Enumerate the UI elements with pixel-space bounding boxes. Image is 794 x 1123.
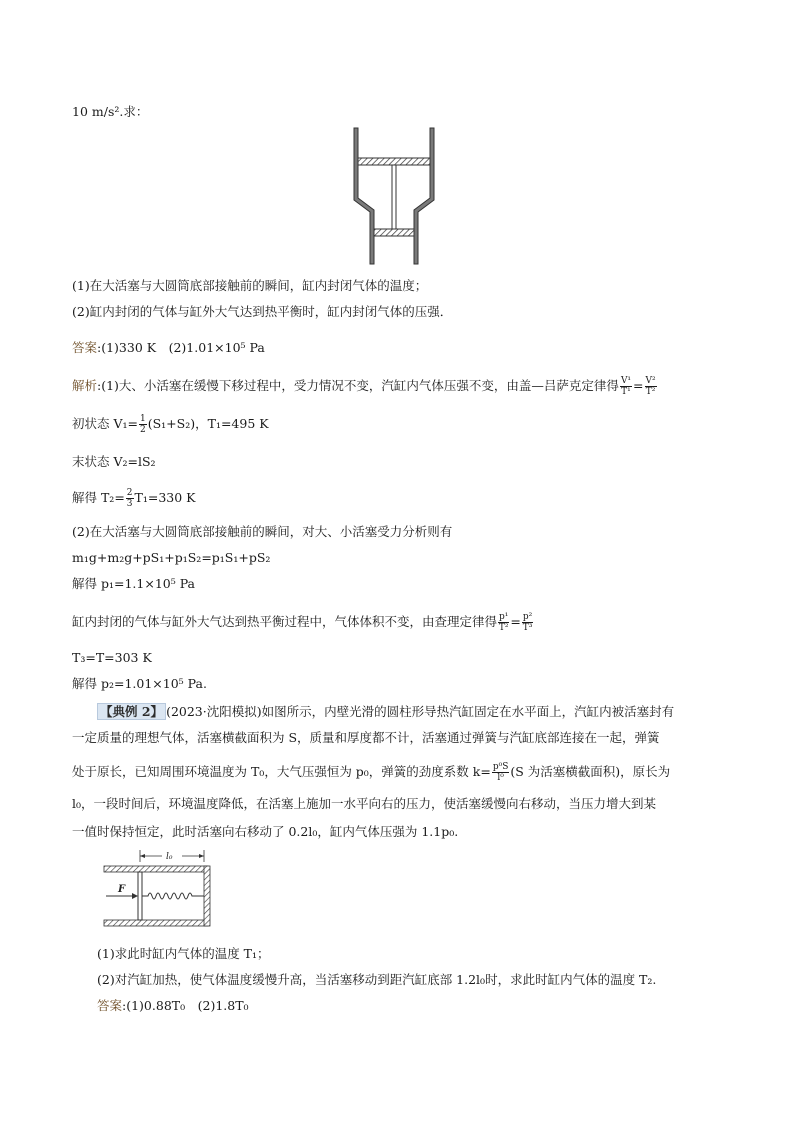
answer-line: 答案:(1)330 K (2)1.01×10⁵ Pa	[72, 340, 265, 355]
fraction: $\frac{2}{3}$	[126, 488, 133, 509]
text-line: 末状态 V₂=lS₂	[72, 454, 156, 469]
text-line: 解得 p₁=1.1×10⁵ Pa	[72, 576, 196, 591]
text-line: 初状态 V₁= $\frac{1}{2}$ (S₁+S₂)，T₁=495 K	[72, 414, 269, 435]
question-2: (2)缸内封闭的气体与缸外大气达到热平衡时，缸内封闭气体的压强．	[72, 304, 453, 319]
answer-label: 答案	[97, 998, 123, 1013]
analysis-line: 解析:(1)大、小活塞在缓慢下移过程中，受力情况不变，汽缸内气体压强不变，由盖—吕萨克定律得 $\frac{\text{V¹}}{\text{T¹}}$ = $\frac{\text{V²}}{\text{T²}}$	[72, 376, 656, 397]
text-line: 解得 T₂= $\frac{2}{3}$ T₁=330 K	[72, 488, 196, 509]
example-tag: 【典例 2】	[97, 703, 166, 720]
answer-line: 答案:(1)0.88T₀ (2)1.8T₀	[97, 998, 249, 1013]
text-line: T₃=T=303 K	[72, 650, 152, 665]
analysis-label: 解析	[72, 378, 98, 393]
fraction: $\frac{\text{p²}}{\text{T³}}$	[522, 612, 533, 633]
text-line: 10 m/s².求：	[72, 104, 149, 119]
text-line: l₀，一段时间后，环境温度降低，在活塞上施加一水平向右的压力，使活塞缓慢向右移动，当压力增大到某	[72, 796, 657, 811]
fraction: $\frac{\text{V²}}{\text{T²}}$	[645, 376, 656, 397]
force-label: F	[118, 884, 126, 895]
fraction: $\frac{1}{2}$	[140, 414, 146, 435]
question-1: (1)求此时缸内气体的温度 T₁；	[97, 946, 270, 961]
fraction: $\frac{\text{p⁰S}}{\text{l⁰}}$	[492, 762, 509, 783]
fraction: $\frac{\text{p¹}}{\text{T²}}$	[498, 612, 509, 633]
text-line: 缸内封闭的气体与缸外大气达到热平衡过程中，气体体积不变，由查理定律得 $\frac{\text{p¹}}{\text{T²}}$ = $\frac{\text{p²}}{\text{T³}}$	[72, 612, 533, 633]
text-line: (2)在大活塞与大圆筒底部接触前的瞬间，对大、小活塞受力分析则有	[72, 524, 453, 539]
l0-label: l₀	[166, 852, 173, 862]
text-line: 一定质量的理想气体，活塞横截面积为 S，质量和厚度都不计，活塞通过弹簧与汽缸底部连接在一起，弹簧	[72, 730, 660, 745]
answer-label: 答案	[72, 340, 98, 355]
fraction: $\frac{\text{V¹}}{\text{T¹}}$	[620, 376, 632, 397]
spring-cylinder-figure	[100, 848, 216, 934]
question-2: (2)对汽缸加热，使气体温度缓慢升高，当活塞移动到距汽缸底部 1.2l₀时，求此时缸内气体的温度 T₂.	[97, 972, 657, 987]
text-line: 处于原长，已知周围环境温度为 T₀，大气压强恒为 p₀，弹簧的劲度系数 k= $\frac{\text{p⁰S}}{\text{l⁰}}$ (S 为活塞横截面积)，原长为	[72, 762, 671, 783]
text-line: 解得 p₂=1.01×10⁵ Pa.	[72, 676, 207, 691]
piston-cylinder-figure	[348, 126, 440, 266]
equation-line: m₁g+m₂g+pS₁+p₁S₂=p₁S₁+pS₂	[72, 550, 271, 565]
text-line: 一值时保持恒定，此时活塞向右移动了 0.2l₀，缸内气体压强为 1.1p₀.	[72, 824, 459, 839]
example-heading: 【典例 2】 (2023·沈阳模拟)如图所示，内壁光滑的圆柱形导热汽缸固定在水平面上，汽缸内被活塞封有	[97, 704, 674, 720]
question-1: (1)在大活塞与大圆筒底部接触前的瞬间，缸内封闭气体的温度；	[72, 278, 428, 293]
